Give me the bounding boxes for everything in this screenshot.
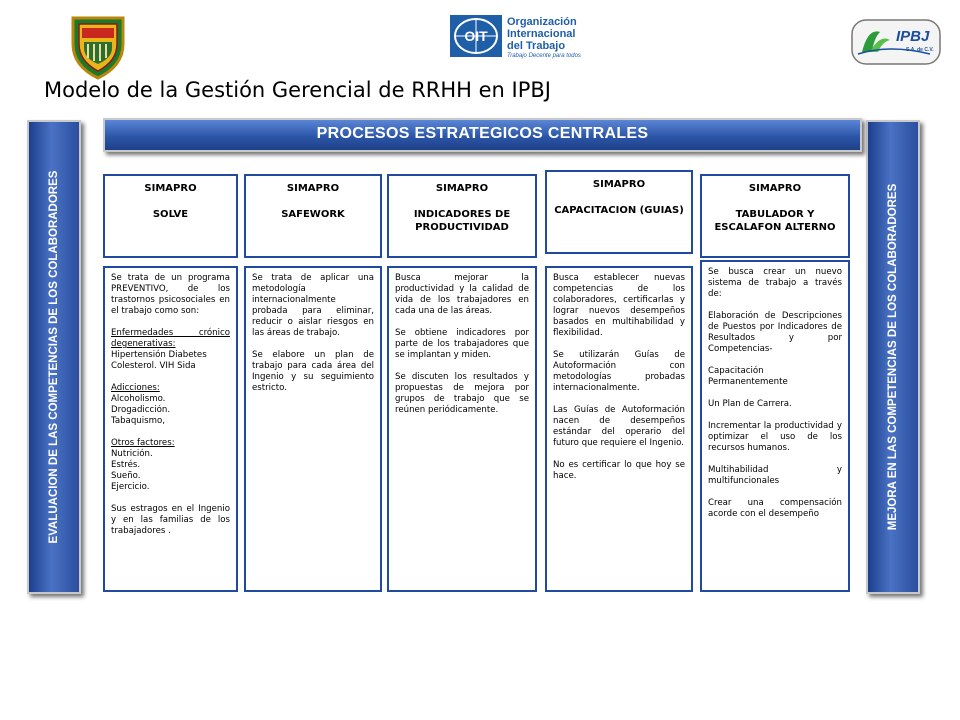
paragraph: Se discuten los resultados y propuestas de mejora por grupos de trabajo que se reúnen periódicamente. <box>395 372 529 415</box>
list-item: Tabaquismo, <box>111 416 165 426</box>
oit-tagline: Trabajo Decente para todos <box>507 53 581 59</box>
section-title: Adicciones: <box>111 383 160 393</box>
column-header-label: SIMAPRO <box>144 183 197 194</box>
paragraph: Busca mejorar la productividad y la calidad de vida de los trabajadores en cada una de las áreas. <box>395 273 529 316</box>
section-title: Enfermedades crónico degenerativas: <box>111 328 230 349</box>
list-item: Sueño. <box>111 471 141 481</box>
section-title: Otros factores: <box>111 438 175 448</box>
paragraph: Capacitación Permanentemente <box>708 366 788 387</box>
ingenio-crest-logo <box>68 14 128 80</box>
paragraph: Se trata de aplicar una metodología internacionalmente probada para eliminar, reducir o aislar riesgos en las áreas de trabajo. <box>252 273 374 338</box>
paragraph: Elaboración de Descripciones de Puestos por Indicadores de Resultados y por Competencias- <box>708 311 842 354</box>
column-body-safework <box>244 266 382 592</box>
section-enfermedades <box>111 328 230 372</box>
paragraph: Se trata de un programa PREVENTIVO, de los trastornos psicosociales en el trabajo como son: <box>111 273 230 316</box>
column-header-name: SOLVE <box>152 209 189 220</box>
processes-banner <box>103 118 862 152</box>
paragraph: Se elabore un plan de trabajo para cada área del Ingenio y su seguimiento estricto. <box>252 350 374 393</box>
section-adicciones <box>111 383 230 427</box>
oit-line-3: del Trabajo <box>507 40 566 52</box>
paragraph: Incrementar la productividad y optimizar el uso de los recursos humanos. <box>708 421 842 453</box>
banner-label: PROCESOS ESTRATEGICOS CENTRALES <box>316 125 649 142</box>
column-header-name: TABULADOR Y ESCALAFON ALTERNO <box>714 209 836 233</box>
paragraph: Un Plan de Carrera. <box>708 399 792 409</box>
page-title: Modelo de la Gestión Gerencial de RRHH en IPBJ <box>44 78 551 102</box>
side-bar-left-label: EVALUACION DE LAS COMPETENCIAS DE LOS COLABORADORES <box>48 170 60 544</box>
column-header-capacitacion <box>545 170 693 254</box>
column-body-solve <box>103 266 238 592</box>
column-header-name: SAFEWORK <box>281 209 345 220</box>
column-body-tabulador <box>700 260 850 592</box>
column-header-label: SIMAPRO <box>435 183 489 194</box>
column-header-indicadores <box>387 174 537 258</box>
column-body-capacitacion <box>545 266 693 592</box>
column-header-safework <box>244 174 382 258</box>
column-header-tabulador <box>700 174 850 258</box>
column-header-name: INDICADORES DE PRODUCTIVIDAD <box>413 209 511 233</box>
list-item: Alcoholismo. <box>111 394 166 404</box>
list-item: Ejercicio. <box>111 482 150 492</box>
column-header-label: SIMAPRO <box>286 183 340 194</box>
paragraph: Las Guías de Autoformación nacen de desempeños estándar del operario del futuro que requiere el Ingenio. <box>553 405 685 448</box>
paragraph: Se obtiene indicadores por parte de los trabajadores que se implantan y miden. <box>395 328 529 360</box>
paragraph: Se utilizarán Guías de Autoformación con metodologías probadas internacionalmente. <box>553 350 685 393</box>
column-header-label: SIMAPRO <box>592 179 646 190</box>
list-item: Estrés. <box>111 460 141 470</box>
oit-name <box>507 16 577 52</box>
side-bar-right-label: MEJORA EN LAS COMPETENCIAS DE LOS COLABORADORES <box>887 183 899 531</box>
list-item: Colesterol. VIH Sida <box>111 361 196 371</box>
paragraph: No es certificar lo que hoy se hace. <box>553 460 685 481</box>
ipbj-logo <box>850 18 942 66</box>
list-item: Drogadicción. <box>111 405 171 415</box>
ipbj-sub: S.A. de C.V. <box>906 47 934 53</box>
column-header-name: CAPACITACION (GUIAS) <box>554 205 684 216</box>
list-item: Nutrición. <box>111 449 153 459</box>
oit-line-2: Internacional <box>507 28 576 40</box>
oit-mark-text: OIT <box>464 28 488 44</box>
oit-line-1: Organización <box>507 16 577 28</box>
paragraph: Multihabilidad y multifuncionales <box>708 465 842 486</box>
list-item: Hipertensión Diabetes <box>111 350 207 360</box>
oit-logo <box>449 14 599 64</box>
side-bar-right <box>866 120 920 594</box>
column-body-indicadores <box>387 266 537 592</box>
column-header-label: SIMAPRO <box>748 183 802 194</box>
side-bar-left <box>27 120 81 594</box>
paragraph: Se busca crear un nuevo sistema de trabajo a través de: <box>708 267 842 299</box>
paragraph: Sus estragos en el Ingenio y en las familias de los trabajadores . <box>111 504 230 536</box>
paragraph: Busca establecer nuevas competencias de los colaboradores, certificarlas y lograr nuevos desempeños basados en multihabilidad y flexibilidad. <box>553 273 685 338</box>
column-header-solve <box>103 174 238 258</box>
ipbj-name: IPBJ <box>896 28 930 45</box>
paragraph: Crear una compensación acorde con el desempeño <box>708 498 842 519</box>
section-otros <box>111 438 230 493</box>
